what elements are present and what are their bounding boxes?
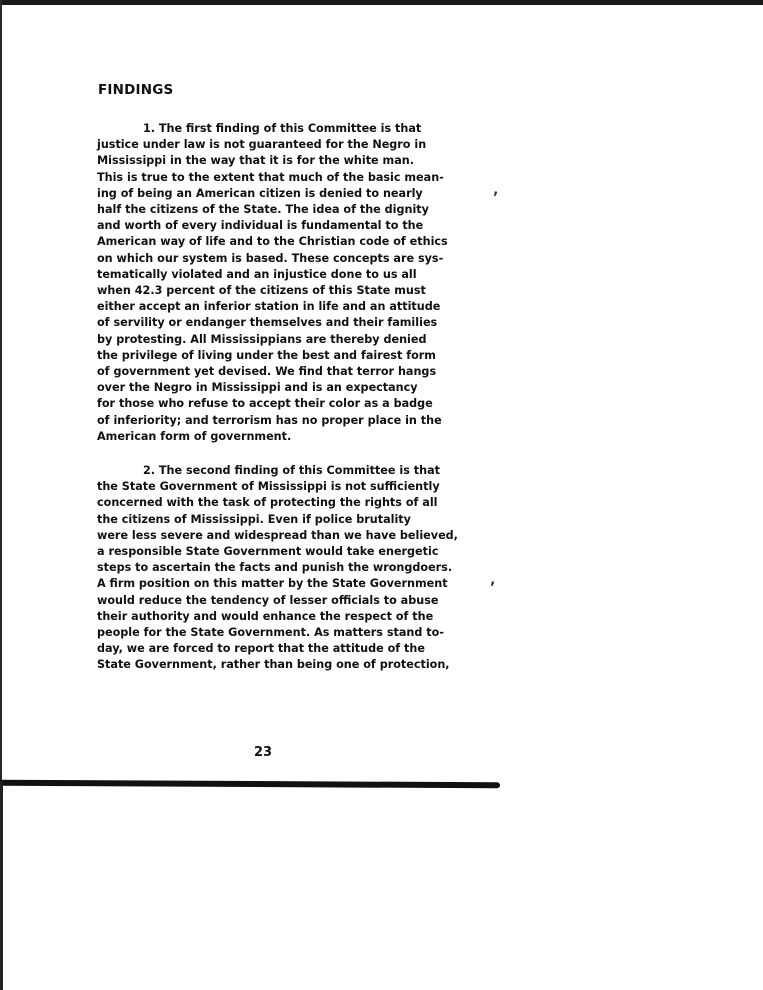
scan-speck-mark: ’	[493, 190, 499, 206]
paragraph-line: the privilege of living under the best and fairest form	[97, 348, 436, 362]
paragraph-line: would reduce the tendency of lesser officials to abuse	[97, 593, 439, 607]
paragraph-line: American way of life and to the Christian code of ethics	[97, 235, 448, 249]
paragraph-line: concerned with the task of protecting the rights of all	[97, 496, 438, 510]
paragraph-line: justice under law is not guaranteed for the Negro in	[97, 138, 427, 152]
paragraph-line: steps to ascertain the facts and punish the wrongdoers.	[97, 561, 453, 575]
paragraph-line: 1. The first finding of this Committee is that	[143, 122, 422, 135]
paragraph-line: their authority and would enhance the respect of the	[97, 609, 434, 623]
horizontal-rule	[0, 780, 500, 789]
paragraph-line: people for the State Government. As matters stand to-	[97, 626, 444, 640]
paragraph-line: State Government, rather than being one of protection,	[97, 658, 450, 672]
paragraph-line: half the citizens of the State. The idea of the dignity	[97, 203, 429, 217]
paragraph-line: This is true to the extent that much of the basic mean-	[97, 170, 444, 184]
section-heading: FINDINGS	[98, 82, 174, 98]
paragraph-line: day, we are forced to report that the attitude of the	[97, 642, 425, 656]
finding-paragraph-1	[97, 121, 448, 445]
paragraph-line: A firm position on this matter by the State Government	[97, 577, 448, 591]
page-number: 23	[254, 745, 273, 760]
paragraph-line: tematically violated and an injustice done to us all	[97, 267, 417, 281]
paragraph-line: of government yet devised. We find that terror hangs	[97, 365, 437, 379]
page-top-edge	[0, 0, 763, 5]
paragraph-line: for those who refuse to accept their color as a badge	[97, 397, 433, 411]
paragraph-line: were less severe and widespread than we have believed,	[97, 528, 458, 542]
paragraph-line: Mississippi in the way that it is for the white man.	[97, 154, 414, 168]
paragraph-line: over the Negro in Mississippi and is an expectancy	[97, 381, 418, 395]
paragraph-line: and worth of every individual is fundamental to the	[97, 219, 424, 233]
paragraph-line: of inferiority; and terrorism has no proper place in the	[97, 413, 442, 427]
paragraph-line: 2. The second finding of this Committee is that	[143, 464, 440, 477]
paragraph-line: when 42.3 percent of the citizens of this State must	[97, 284, 426, 298]
paragraph-line: either accept an inferior station in life and an attitude	[97, 300, 441, 314]
paragraph-line: ing of being an American citizen is denied to nearly	[97, 186, 423, 200]
paragraph-line: the citizens of Mississippi. Even if police brutality	[97, 512, 411, 526]
finding-paragraph-2	[97, 463, 458, 674]
paragraph-line: on which our system is based. These concepts are sys-	[97, 251, 444, 265]
scan-edge-mark	[0, 781, 8, 990]
paragraph-line: of servility or endanger themselves and their families	[97, 316, 438, 330]
paragraph-line: by protesting. All Mississippians are thereby denied	[97, 332, 427, 346]
paragraph-line: American form of government.	[97, 429, 292, 443]
scan-speck-mark: ’	[490, 580, 496, 596]
paragraph-line: a responsible State Government would take energetic	[97, 545, 439, 559]
paragraph-line: the State Government of Mississippi is not sufficiently	[97, 480, 440, 494]
